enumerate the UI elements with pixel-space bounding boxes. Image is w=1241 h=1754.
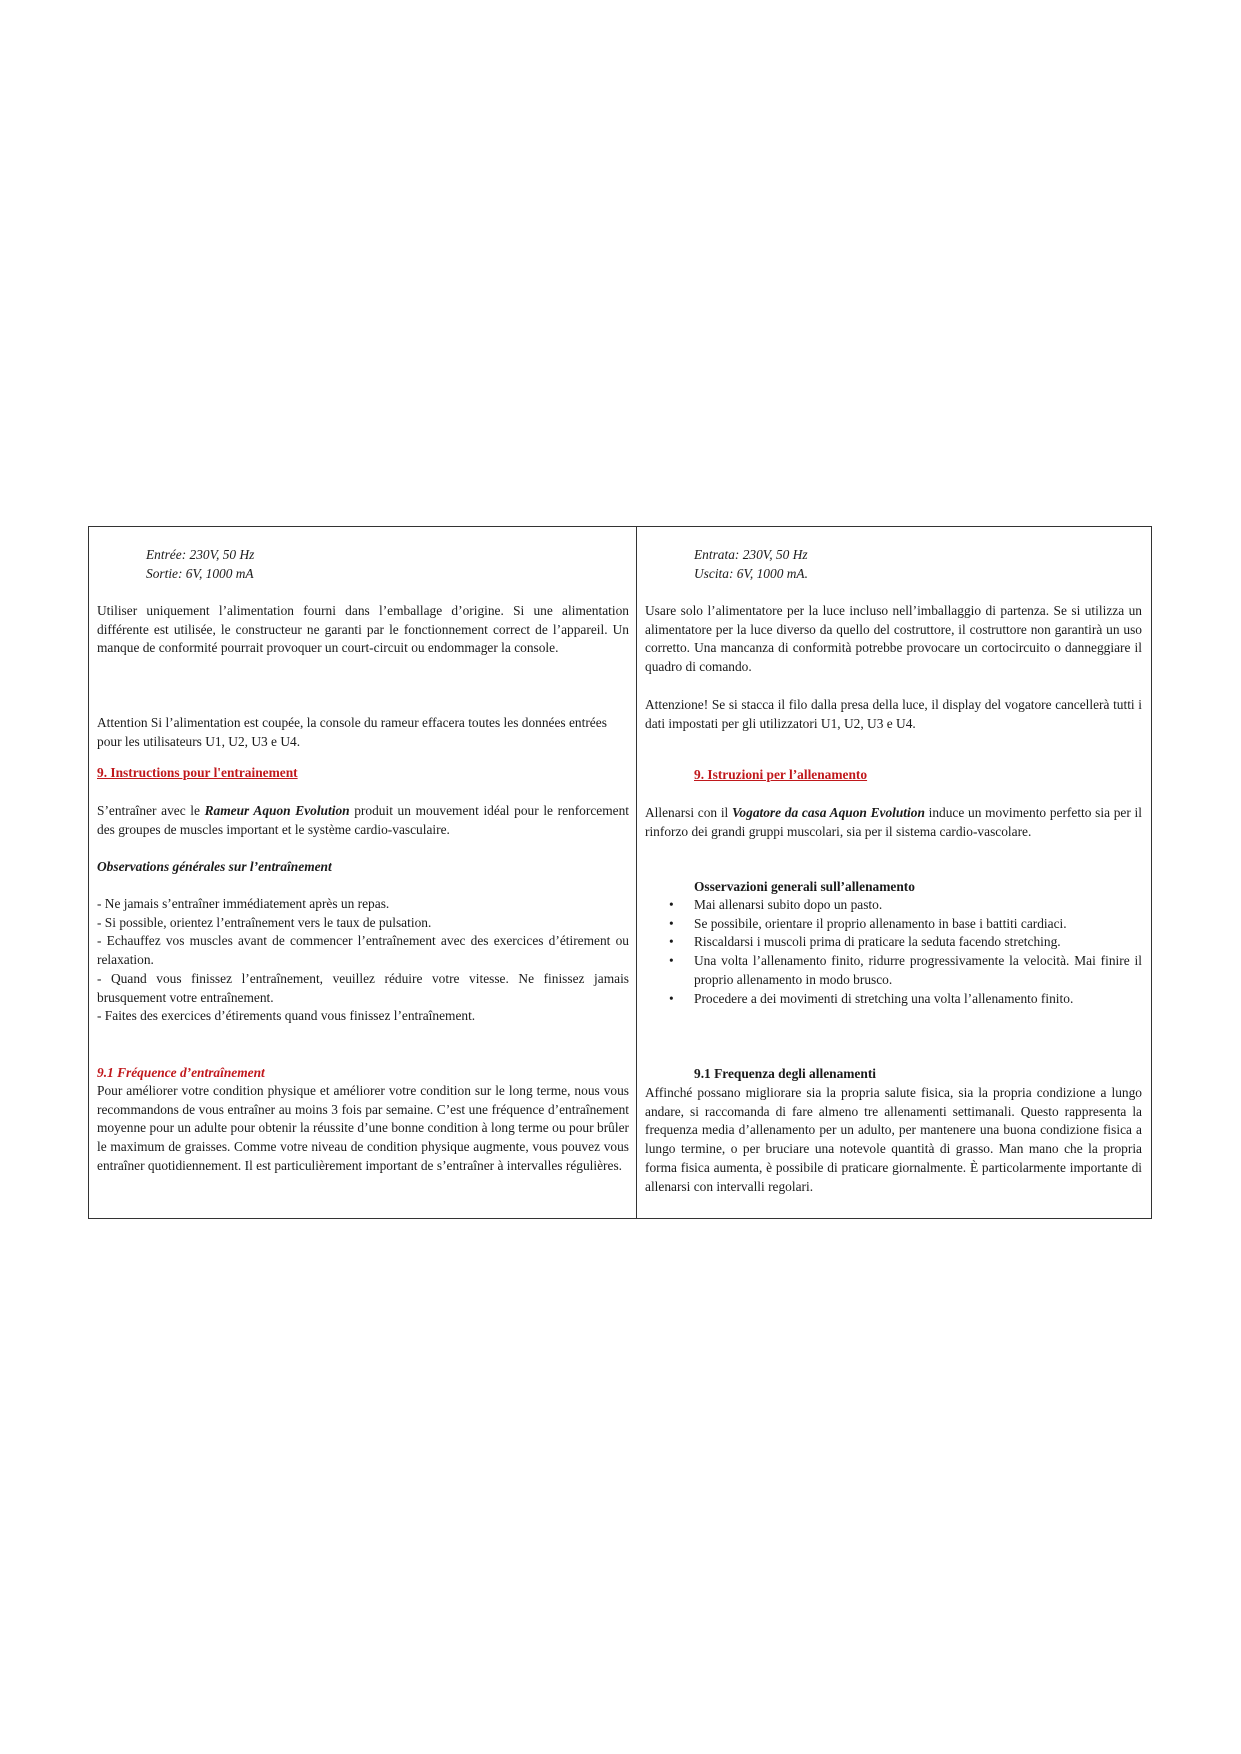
intro-paragraph	[97, 802, 629, 839]
product-name: Vogatore da casa Aquon Evolution	[731, 805, 925, 820]
list-item: • Se possibile, orientare il proprio allenamento in base i battiti cardiaci.	[645, 915, 1142, 934]
section-title: 9. Istruzioni per l’allenamento	[694, 767, 868, 782]
power-output: Sortie: 6V, 1000 mA	[146, 565, 254, 581]
column-italian	[637, 527, 1151, 1218]
section-heading-9	[97, 764, 629, 783]
intro-text: S’entraîner avec le	[97, 803, 205, 818]
product-name: Rameur Aquon Evolution	[204, 803, 350, 818]
column-french	[89, 527, 637, 1218]
bilingual-table	[88, 526, 1152, 1219]
power-input: Entrata: 230V, 50 Hz	[694, 547, 808, 562]
intro-text-end: induce un movimento perfetto sia per il rinforzo dei grandi gruppi muscolari, sia per il sistema cardio-vascolare.	[645, 805, 1142, 839]
observations-list	[97, 895, 629, 1026]
intro-text: Allenarsi con il	[645, 805, 732, 820]
list-item: - Faites des exercices d’étirements quand vous finissez l’entraînement.	[97, 1008, 476, 1024]
observations-title: Osservazioni generali sull’allenamento	[694, 879, 915, 894]
list-item: - Quand vous finissez l’entraînement, veuillez réduire votre vitesse. Ne finissez jamais brusquement votre entraînement.	[97, 970, 629, 1005]
list-item: • Procedere a dei movimenti di stretching una volta l’allenamento finito.	[645, 990, 1142, 1009]
attention-paragraph: Attention Si l’alimentation est coupée, la console du rameur effacera toutes les données entrées pour les utilisateurs U1, U2, U3 e U4.	[97, 715, 607, 749]
list-item: • Mai allenarsi subito dopo un pasto.	[645, 896, 1142, 915]
section-heading-9	[645, 766, 1142, 785]
list-item: • Una volta l’allenamento finito, ridurre progressivamente la velocità. Mai finire il proprio allenamento in modo brusco.	[645, 952, 1142, 989]
list-item: • Riscaldarsi i muscoli prima di praticare la seduta facendo stretching.	[645, 933, 1142, 952]
subsection-title: 9.1 Fréquence d’entraînement	[97, 1065, 265, 1080]
frequency-paragraph: Affinché possano migliorare sia la propria salute fisica, sia la propria condizione a lungo andare, si raccomanda di fare almeno tre allenamenti settimanali. Questo rappresenta la frequenza media d’allenamento per un adulto, per mantenere una buona condizione fisica a lungo termine, o per bruciare una notevole quantità di grasso. Man mano che la propria forma fisica aumenta, è possibile di praticare giornalmente. È particolarmente importante di allenarsi con intervalli regolari.	[645, 1085, 1142, 1194]
power-output: Uscita: 6V, 1000 mA.	[694, 565, 808, 581]
power-specs	[97, 546, 629, 583]
list-item: - Si possible, orientez l’entraînement vers le taux de pulsation.	[97, 914, 432, 930]
power-input: Entrée: 230V, 50 Hz	[146, 547, 255, 562]
intro-text-end: produit un mouvement idéal pour le renforcement des groupes de muscles important et le système cardio-vasculaire.	[97, 803, 629, 837]
intro-paragraph	[645, 804, 1142, 841]
section-heading-91	[97, 1064, 629, 1083]
supply-paragraph: Utiliser uniquement l’alimentation fourni dans l’emballage d’origine. Si une alimentation différente est utilisée, le constructeur ne garanti par le fonctionnement correct de l’appareil. Un manque de conformité pourrait provoquer un court-circuit ou endommager la console.	[97, 603, 629, 656]
frequency-paragraph: Pour améliorer votre condition physique et améliorer votre condition sur le long terme, nous vous recommandons de vous entraîner au moins 3 fois par semaine. C’est une fréquence d’entraînement moyenne pour un adulte pour obtenir la réussite d’une bonne condition à long terme ou pour brûler le maximum de graisses. Comme votre niveau de condition physique augmente, vous pouvez vous entraîner quotidiennement. Il est particulièrement important de s’entraîner à intervalles régulières.	[97, 1083, 629, 1173]
list-item: - Ne jamais s’entraîner immédiatement après un repas.	[97, 896, 390, 911]
section-heading-91: 9.1 Frequenza degli allenamenti	[694, 1066, 877, 1081]
observations-title: Observations générales sur l’entraînement	[97, 859, 332, 874]
power-specs	[645, 546, 1142, 583]
attention-paragraph: Attenzione! Se si stacca il filo dalla presa della luce, il display del vogatore cancellerà tutti i dati impostati per gli utilizzatori U1, U2, U3 e U4.	[645, 697, 1142, 731]
supply-paragraph: Usare solo l’alimentatore per la luce incluso nell’imballaggio di partenza. Se si utilizza un alimentatore per la luce diverso da quello del costruttore, il costruttore non garantirà un uso corretto. Una mancanza di conformità potrebbe provocare un cortocircuito o danneggiare il quadro di comando.	[645, 603, 1142, 675]
list-item: - Echauffez vos muscles avant de commencer l’entraînement avec des exercices d’étirement ou relaxation.	[97, 933, 629, 968]
section-title: 9. Instructions pour l'entrainement	[97, 765, 298, 780]
observations-list	[645, 896, 1142, 1008]
